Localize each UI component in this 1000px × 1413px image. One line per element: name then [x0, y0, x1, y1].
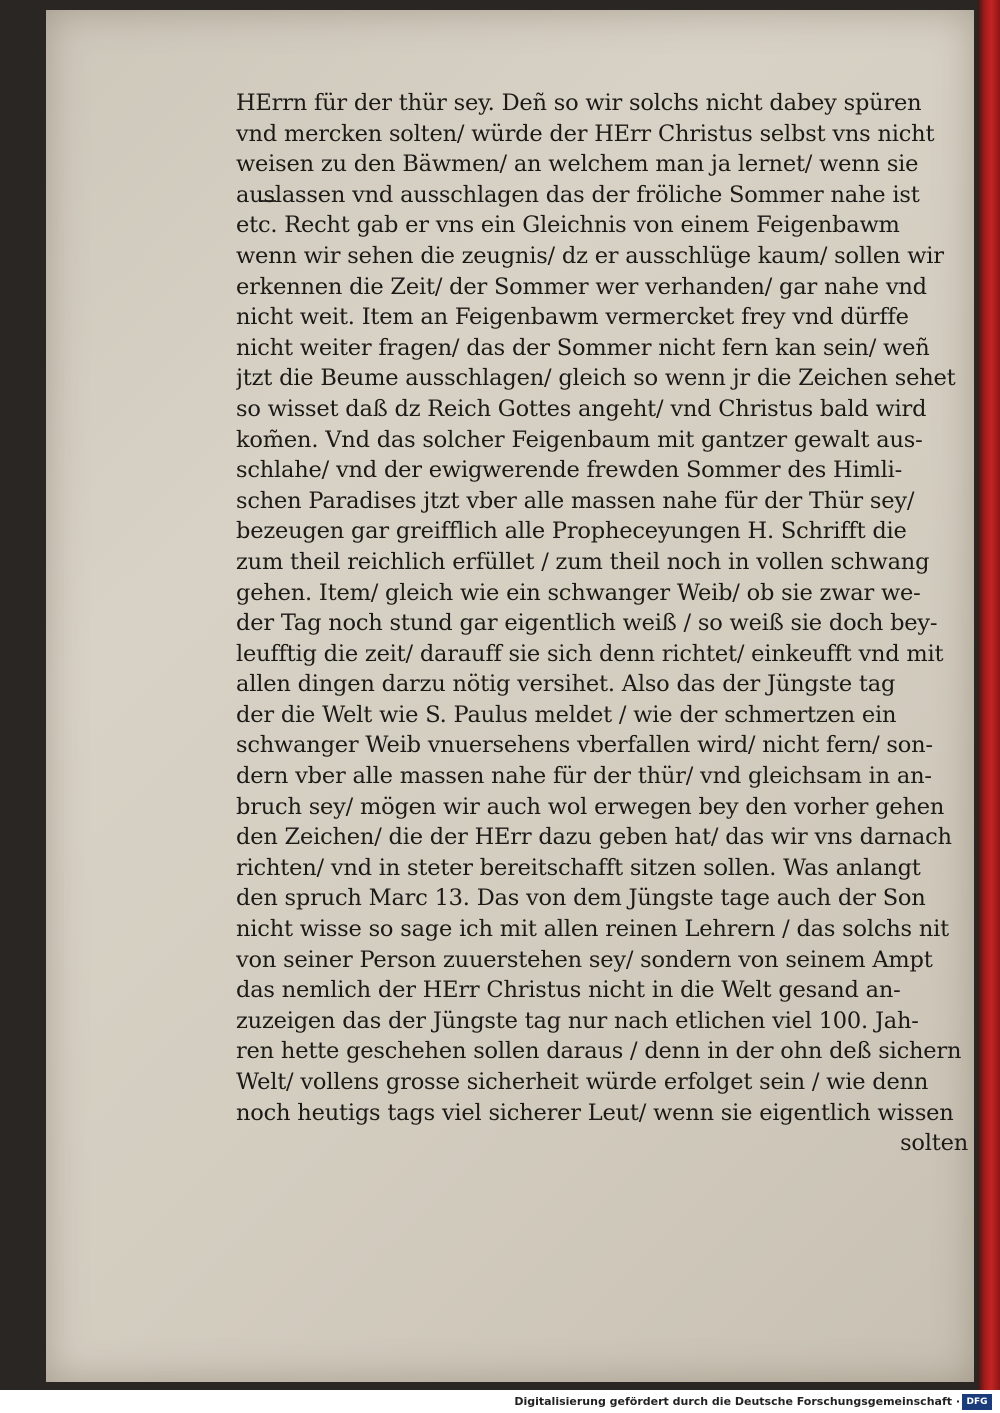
- funding-notice: Digitalisierung gefördert durch die Deutsche Forschungsgemeinschaft ·: [514, 1395, 960, 1408]
- text-line-26: richten/ vnd in steter bereitschafft sitzen sollen. Was anlangt: [236, 854, 921, 881]
- text-line-30: das nemlich der HErr Christus nicht in die Welt gesand an-: [236, 977, 901, 1004]
- text-line-1: HErrn für der thür sey. Deñ so wir solchs nicht dabey spüren: [236, 90, 922, 116]
- dfg-logo: DFG: [962, 1394, 992, 1410]
- text-line-11: so wisset daß dz Reich Gottes angeht/ vnd Christus bald wird: [236, 395, 927, 422]
- text-line-33: Welt/ vollens grosse sicherheit würde erfolget sein / wie denn: [236, 1069, 929, 1095]
- text-line-20: allen dingen darzu nötig versihet. Also das der Jüngste tag: [236, 671, 896, 698]
- text-line-25: den Zeichen/ die der HErr dazu geben hat/ das wir vns darnach: [236, 824, 952, 851]
- text-line-23: dern vber alle massen nahe für der thür/ vnd gleichsam in an-: [236, 763, 932, 790]
- text-line-34: noch heutigs tags viel sicherer Leut/ wenn sie eigentlich wissen: [236, 1099, 954, 1126]
- text-line-9: nicht weiter fragen/ das der Sommer nicht fern kan sein/ weñ: [236, 334, 930, 361]
- text-line-29: von seiner Person zuuerstehen sey/ sondern von seinem Ampt: [236, 946, 933, 973]
- text-line-15: bezeugen gar greifflich alle Propheceyungen H. Schrifft die: [236, 518, 907, 545]
- text-line-32: ren hette geschehen sollen daraus / denn in der ohn deß sichern: [236, 1038, 962, 1065]
- document-page: [46, 10, 974, 1382]
- book-binding-edge: [978, 0, 1000, 1390]
- text-line-18: der Tag noch stund gar eigentlich weiß / so weiß sie doch bey-: [236, 610, 938, 637]
- text-line-17: gehen. Item/ gleich wie ein schwanger Weib/ ob sie zwar we-: [236, 579, 921, 606]
- text-line-10: jtzt die Beume ausschlagen/ gleich so wenn jr die Zeichen sehet: [236, 365, 956, 392]
- text-line-3: weisen zu den Bäwmen/ an welchem man ja lernet/ wenn sie: [236, 151, 919, 178]
- catchword: solten: [900, 1130, 968, 1157]
- text-line-31: zuzeigen das der Jüngste tag nur nach etlichen viel 100. Jah-: [236, 1007, 919, 1034]
- text-line-5: etc. Recht gab er vns ein Gleichnis von einem Feigenbawm: [236, 212, 900, 239]
- text-line-28: nicht wisse so sage ich mit allen reinen Lehrern / das solchs nit: [236, 916, 949, 943]
- text-line-8: nicht weit. Item an Feigenbawm vermercket frey vnd dürffe: [236, 304, 909, 331]
- text-line-12: kom̃en. Vnd das solcher Feigenbaum mit gantzer gewalt aus-: [236, 426, 923, 453]
- text-line-6: wenn wir sehen die zeugnis/ dz er ausschlüge kaum/ sollen wir: [236, 242, 944, 269]
- text-line-2: vnd mercken solten/ würde der HErr Christus selbst vns nicht: [236, 120, 935, 147]
- text-line-16: zum theil reichlich erfüllet / zum theil noch in vollen schwang: [236, 548, 930, 575]
- text-line-7: erkennen die Zeit/ der Sommer wer verhanden/ gar nahe vnd: [236, 273, 927, 300]
- text-block: [236, 88, 978, 1159]
- text-line-22: schwanger Weib vnuersehens vberfallen wird/ nicht fern/ son-: [236, 732, 933, 759]
- text-line-27: den spruch Marc 13. Das von dem Jüngste tage auch der Son: [236, 885, 926, 912]
- footer-bar: [0, 1390, 1000, 1413]
- text-line-4: auslassen vnd ausschlagen das der fröliche Sommer nahe ist: [236, 181, 920, 208]
- text-line-24: bruch sey/ mögen wir auch wol erwegen bey den vorher gehen: [236, 793, 945, 820]
- text-line-19: leufftig die zeit/ darauff sie sich denn richtet/ einkeufft vnd mit: [236, 640, 944, 667]
- text-line-14: schen Paradises jtzt vber alle massen nahe für der Thür sey/: [236, 487, 915, 514]
- text-line-21: der die Welt wie S. Paulus meldet / wie der schmertzen ein: [236, 701, 897, 728]
- text-line-13: schlahe/ vnd der ewigwerende frewden Sommer des Himli-: [236, 457, 902, 484]
